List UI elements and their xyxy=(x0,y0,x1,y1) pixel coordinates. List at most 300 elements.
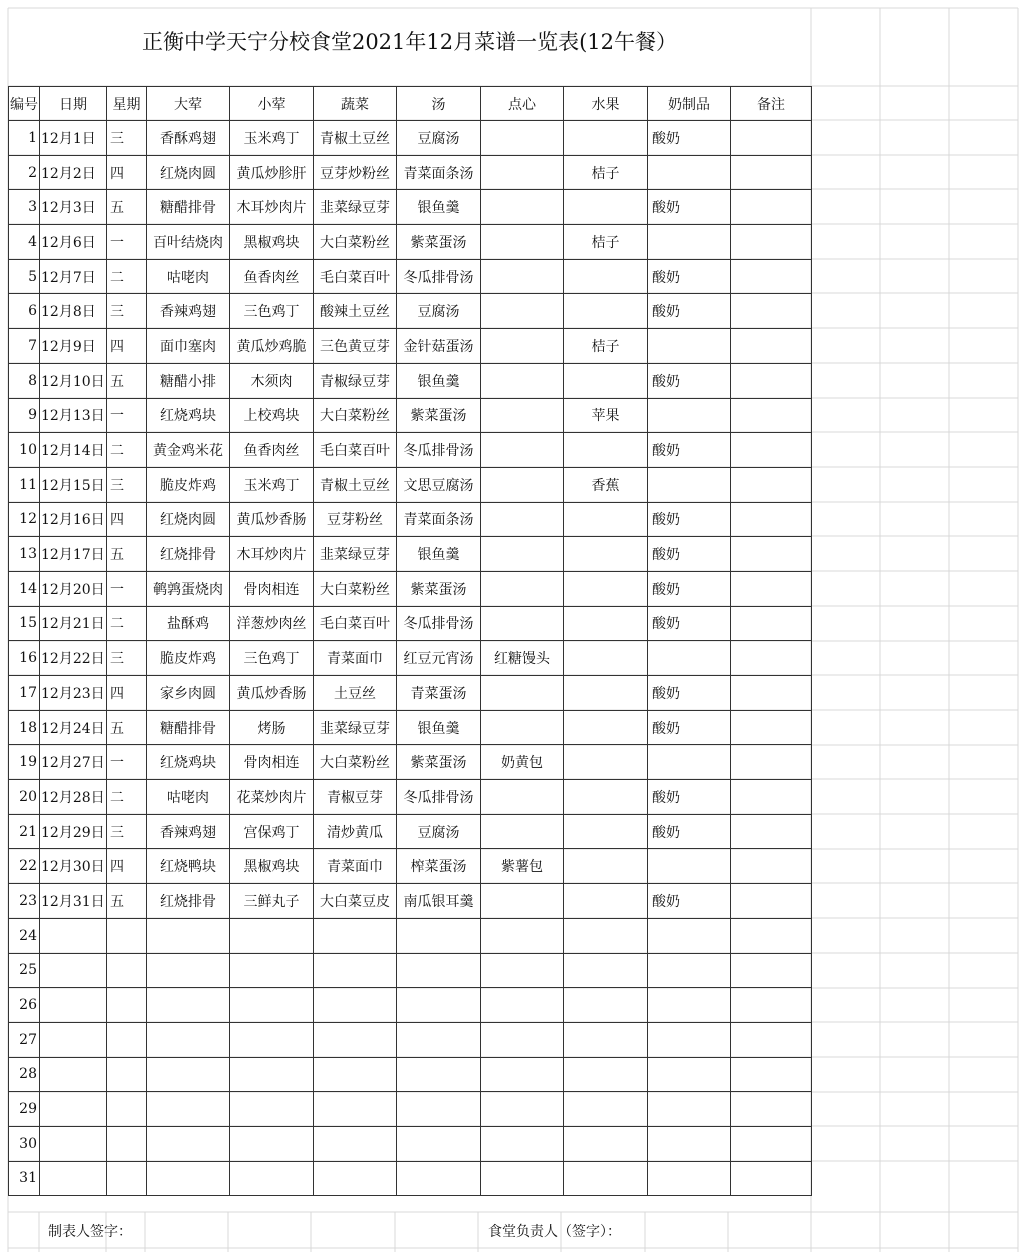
row-fruit xyxy=(564,1057,648,1092)
row-notes xyxy=(731,502,812,537)
row-snack xyxy=(481,398,564,433)
row-dairy: 酸奶 xyxy=(648,294,731,329)
row-date: 12月9日 xyxy=(40,329,107,364)
row-fruit xyxy=(564,190,648,225)
row-weekday xyxy=(107,953,147,988)
row-main-meat: 红烧排骨 xyxy=(147,537,230,572)
row-notes xyxy=(731,571,812,606)
row-id: 11 xyxy=(9,467,40,502)
row-weekday: 五 xyxy=(107,884,147,919)
row-weekday: 五 xyxy=(107,710,147,745)
table-row xyxy=(9,606,812,641)
header-main-meat: 大荤 xyxy=(147,87,230,121)
row-fruit xyxy=(564,259,648,294)
table-row xyxy=(9,918,812,953)
row-date: 12月16日 xyxy=(40,502,107,537)
row-weekday: 四 xyxy=(107,849,147,884)
table-row xyxy=(9,710,812,745)
row-fruit xyxy=(564,884,648,919)
row-id: 26 xyxy=(9,988,40,1023)
row-soup: 银鱼羹 xyxy=(397,190,481,225)
row-date: 12月31日 xyxy=(40,884,107,919)
row-fruit xyxy=(564,537,648,572)
row-fruit xyxy=(564,988,648,1023)
row-main-meat: 糖醋排骨 xyxy=(147,190,230,225)
row-id: 21 xyxy=(9,814,40,849)
row-main-meat: 红烧肉圆 xyxy=(147,155,230,190)
row-side-meat: 花菜炒肉片 xyxy=(230,780,314,815)
row-side-meat: 鱼香肉丝 xyxy=(230,433,314,468)
table-row xyxy=(9,814,812,849)
row-vegetable xyxy=(314,1126,397,1161)
row-side-meat xyxy=(230,953,314,988)
row-main-meat: 红烧鸭块 xyxy=(147,849,230,884)
row-date: 12月27日 xyxy=(40,745,107,780)
row-id: 18 xyxy=(9,710,40,745)
row-soup xyxy=(397,1022,481,1057)
row-weekday: 二 xyxy=(107,433,147,468)
table-row xyxy=(9,398,812,433)
row-id: 28 xyxy=(9,1057,40,1092)
row-vegetable xyxy=(314,1022,397,1057)
row-vegetable: 大白菜粉丝 xyxy=(314,398,397,433)
row-weekday: 三 xyxy=(107,641,147,676)
row-main-meat xyxy=(147,1161,230,1196)
page-title: 正衡中学天宁分校食堂2021年12月菜谱一览表(12午餐） xyxy=(141,30,678,54)
header-fruit: 水果 xyxy=(564,87,648,121)
row-snack xyxy=(481,155,564,190)
row-dairy xyxy=(648,467,731,502)
table-row xyxy=(9,329,812,364)
row-dairy xyxy=(648,745,731,780)
row-weekday: 五 xyxy=(107,190,147,225)
header-soup: 汤 xyxy=(397,87,481,121)
row-weekday xyxy=(107,1092,147,1127)
row-notes xyxy=(731,1092,812,1127)
row-side-meat xyxy=(230,1022,314,1057)
row-snack xyxy=(481,780,564,815)
row-vegetable: 青菜面巾 xyxy=(314,849,397,884)
table-row xyxy=(9,849,812,884)
row-weekday xyxy=(107,918,147,953)
row-soup: 紫菜蛋汤 xyxy=(397,398,481,433)
row-side-meat: 黄瓜炒香肠 xyxy=(230,502,314,537)
row-vegetable: 豆芽粉丝 xyxy=(314,502,397,537)
row-dairy: 酸奶 xyxy=(648,190,731,225)
row-weekday: 二 xyxy=(107,259,147,294)
row-vegetable: 韭菜绿豆芽 xyxy=(314,537,397,572)
row-date xyxy=(40,1092,107,1127)
row-snack xyxy=(481,606,564,641)
row-snack xyxy=(481,884,564,919)
row-side-meat: 洋葱炒肉丝 xyxy=(230,606,314,641)
header-side-meat: 小荤 xyxy=(230,87,314,121)
row-soup: 榨菜蛋汤 xyxy=(397,849,481,884)
row-main-meat: 红烧肉圆 xyxy=(147,502,230,537)
row-vegetable xyxy=(314,1092,397,1127)
row-vegetable: 大白菜豆皮 xyxy=(314,884,397,919)
row-vegetable xyxy=(314,988,397,1023)
row-snack xyxy=(481,1022,564,1057)
row-date: 12月13日 xyxy=(40,398,107,433)
row-side-meat: 木耳炒肉片 xyxy=(230,537,314,572)
row-fruit xyxy=(564,502,648,537)
row-dairy: 酸奶 xyxy=(648,884,731,919)
row-date: 12月29日 xyxy=(40,814,107,849)
row-vegetable xyxy=(314,1161,397,1196)
table-row xyxy=(9,294,812,329)
row-soup xyxy=(397,1092,481,1127)
row-main-meat: 红烧鸡块 xyxy=(147,745,230,780)
row-main-meat: 咕咾肉 xyxy=(147,259,230,294)
row-id: 19 xyxy=(9,745,40,780)
row-main-meat xyxy=(147,1092,230,1127)
row-soup xyxy=(397,1126,481,1161)
row-dairy: 酸奶 xyxy=(648,502,731,537)
row-vegetable: 青椒绿豆芽 xyxy=(314,363,397,398)
row-id: 3 xyxy=(9,190,40,225)
row-soup xyxy=(397,1057,481,1092)
row-id: 23 xyxy=(9,884,40,919)
row-notes xyxy=(731,155,812,190)
row-snack xyxy=(481,814,564,849)
row-side-meat xyxy=(230,1057,314,1092)
row-soup: 紫菜蛋汤 xyxy=(397,745,481,780)
row-side-meat: 黑椒鸡块 xyxy=(230,849,314,884)
row-weekday: 五 xyxy=(107,537,147,572)
row-main-meat: 家乡肉圆 xyxy=(147,676,230,711)
row-id: 13 xyxy=(9,537,40,572)
row-vegetable: 大白菜粉丝 xyxy=(314,745,397,780)
row-weekday xyxy=(107,988,147,1023)
row-soup: 红豆元宵汤 xyxy=(397,641,481,676)
row-vegetable: 清炒黄瓜 xyxy=(314,814,397,849)
row-notes xyxy=(731,398,812,433)
row-vegetable: 韭菜绿豆芽 xyxy=(314,190,397,225)
row-side-meat: 玉米鸡丁 xyxy=(230,121,314,156)
row-side-meat: 黑椒鸡块 xyxy=(230,225,314,260)
row-fruit xyxy=(564,814,648,849)
row-weekday: 一 xyxy=(107,571,147,606)
row-date: 12月2日 xyxy=(40,155,107,190)
row-main-meat: 盐酥鸡 xyxy=(147,606,230,641)
row-weekday: 三 xyxy=(107,814,147,849)
row-date: 12月24日 xyxy=(40,710,107,745)
row-soup: 南瓜银耳羹 xyxy=(397,884,481,919)
row-vegetable: 青椒土豆丝 xyxy=(314,467,397,502)
row-dairy xyxy=(648,329,731,364)
row-fruit: 桔子 xyxy=(564,155,648,190)
row-id: 12 xyxy=(9,502,40,537)
row-main-meat xyxy=(147,1022,230,1057)
row-notes xyxy=(731,121,812,156)
row-notes xyxy=(731,918,812,953)
row-fruit xyxy=(564,1092,648,1127)
row-main-meat: 红烧鸡块 xyxy=(147,398,230,433)
table-row xyxy=(9,363,812,398)
row-soup: 文思豆腐汤 xyxy=(397,467,481,502)
row-soup xyxy=(397,953,481,988)
row-side-meat: 黄瓜炒胗肝 xyxy=(230,155,314,190)
row-soup xyxy=(397,988,481,1023)
row-notes xyxy=(731,363,812,398)
row-date: 12月28日 xyxy=(40,780,107,815)
row-notes xyxy=(731,294,812,329)
header-dairy: 奶制品 xyxy=(648,87,731,121)
row-dairy: 酸奶 xyxy=(648,814,731,849)
row-id: 30 xyxy=(9,1126,40,1161)
row-main-meat xyxy=(147,918,230,953)
row-dairy: 酸奶 xyxy=(648,433,731,468)
table-row xyxy=(9,1161,812,1196)
row-fruit xyxy=(564,571,648,606)
table-row xyxy=(9,1092,812,1127)
row-notes xyxy=(731,1022,812,1057)
table-row xyxy=(9,259,812,294)
row-notes xyxy=(731,606,812,641)
canteen-signature-label: 食堂负责人（签字）： xyxy=(488,1224,621,1240)
row-date: 12月23日 xyxy=(40,676,107,711)
row-weekday: 四 xyxy=(107,155,147,190)
header-notes: 备注 xyxy=(731,87,812,121)
row-fruit xyxy=(564,121,648,156)
header-id: 编号 xyxy=(9,87,40,121)
row-vegetable: 青椒豆芽 xyxy=(314,780,397,815)
row-side-meat: 三鲜丸子 xyxy=(230,884,314,919)
row-vegetable: 毛白菜百叶 xyxy=(314,259,397,294)
header-weekday: 星期 xyxy=(107,87,147,121)
row-main-meat: 脆皮炸鸡 xyxy=(147,467,230,502)
row-snack xyxy=(481,1057,564,1092)
row-soup: 豆腐汤 xyxy=(397,294,481,329)
table-row xyxy=(9,225,812,260)
row-snack: 奶黄包 xyxy=(481,745,564,780)
row-notes xyxy=(731,1126,812,1161)
row-notes xyxy=(731,537,812,572)
row-main-meat xyxy=(147,1126,230,1161)
row-vegetable: 大白菜粉丝 xyxy=(314,225,397,260)
row-id: 4 xyxy=(9,225,40,260)
row-soup: 银鱼羹 xyxy=(397,710,481,745)
row-main-meat: 糖醋排骨 xyxy=(147,710,230,745)
row-notes xyxy=(731,433,812,468)
row-date: 12月1日 xyxy=(40,121,107,156)
row-weekday: 三 xyxy=(107,294,147,329)
table-row xyxy=(9,780,812,815)
row-dairy: 酸奶 xyxy=(648,121,731,156)
row-vegetable xyxy=(314,953,397,988)
row-fruit: 桔子 xyxy=(564,329,648,364)
table-row xyxy=(9,190,812,225)
row-vegetable: 青菜面巾 xyxy=(314,641,397,676)
row-date: 12月3日 xyxy=(40,190,107,225)
row-notes xyxy=(731,1161,812,1196)
row-side-meat: 木耳炒肉片 xyxy=(230,190,314,225)
table-row xyxy=(9,1022,812,1057)
row-soup: 豆腐汤 xyxy=(397,814,481,849)
row-notes xyxy=(731,467,812,502)
row-snack xyxy=(481,710,564,745)
row-main-meat: 糖醋小排 xyxy=(147,363,230,398)
row-snack xyxy=(481,225,564,260)
row-side-meat: 上校鸡块 xyxy=(230,398,314,433)
row-weekday: 三 xyxy=(107,121,147,156)
row-id: 8 xyxy=(9,363,40,398)
row-side-meat: 鱼香肉丝 xyxy=(230,259,314,294)
row-weekday xyxy=(107,1022,147,1057)
row-weekday: 一 xyxy=(107,745,147,780)
row-notes xyxy=(731,710,812,745)
row-snack xyxy=(481,259,564,294)
row-notes xyxy=(731,1057,812,1092)
row-snack xyxy=(481,1161,564,1196)
row-id: 15 xyxy=(9,606,40,641)
row-fruit xyxy=(564,606,648,641)
row-id: 24 xyxy=(9,918,40,953)
row-weekday: 三 xyxy=(107,467,147,502)
row-date xyxy=(40,918,107,953)
row-soup: 冬瓜排骨汤 xyxy=(397,259,481,294)
row-dairy xyxy=(648,918,731,953)
row-weekday: 二 xyxy=(107,780,147,815)
row-snack xyxy=(481,918,564,953)
table-row xyxy=(9,537,812,572)
row-side-meat: 三色鸡丁 xyxy=(230,294,314,329)
row-side-meat: 黄瓜炒香肠 xyxy=(230,676,314,711)
row-soup: 银鱼羹 xyxy=(397,363,481,398)
row-id: 22 xyxy=(9,849,40,884)
row-fruit xyxy=(564,1161,648,1196)
row-soup: 冬瓜排骨汤 xyxy=(397,433,481,468)
row-dairy xyxy=(648,155,731,190)
row-weekday xyxy=(107,1057,147,1092)
table-row xyxy=(9,884,812,919)
row-id: 20 xyxy=(9,780,40,815)
row-main-meat: 香辣鸡翅 xyxy=(147,814,230,849)
row-notes xyxy=(731,329,812,364)
row-vegetable: 大白菜粉丝 xyxy=(314,571,397,606)
row-id: 14 xyxy=(9,571,40,606)
row-date: 12月21日 xyxy=(40,606,107,641)
row-notes xyxy=(731,676,812,711)
row-side-meat: 骨肉相连 xyxy=(230,571,314,606)
row-id: 27 xyxy=(9,1022,40,1057)
row-snack: 紫薯包 xyxy=(481,849,564,884)
row-dairy xyxy=(648,1161,731,1196)
row-dairy: 酸奶 xyxy=(648,537,731,572)
row-main-meat: 面巾塞肉 xyxy=(147,329,230,364)
row-notes xyxy=(731,780,812,815)
row-fruit xyxy=(564,953,648,988)
row-side-meat xyxy=(230,1092,314,1127)
table-row xyxy=(9,953,812,988)
row-vegetable: 毛白菜百叶 xyxy=(314,606,397,641)
row-notes xyxy=(731,814,812,849)
row-notes xyxy=(731,884,812,919)
row-date xyxy=(40,1057,107,1092)
row-fruit xyxy=(564,710,648,745)
row-dairy xyxy=(648,988,731,1023)
row-dairy xyxy=(648,1022,731,1057)
row-weekday: 四 xyxy=(107,329,147,364)
row-fruit xyxy=(564,918,648,953)
row-weekday: 一 xyxy=(107,225,147,260)
row-soup: 豆腐汤 xyxy=(397,121,481,156)
row-side-meat xyxy=(230,1126,314,1161)
table-row xyxy=(9,745,812,780)
row-date: 12月17日 xyxy=(40,537,107,572)
row-dairy: 酸奶 xyxy=(648,676,731,711)
row-side-meat: 玉米鸡丁 xyxy=(230,467,314,502)
row-date: 12月7日 xyxy=(40,259,107,294)
row-side-meat xyxy=(230,918,314,953)
row-side-meat xyxy=(230,1161,314,1196)
row-notes xyxy=(731,641,812,676)
table-row xyxy=(9,467,812,502)
row-snack xyxy=(481,190,564,225)
row-weekday: 二 xyxy=(107,606,147,641)
row-vegetable: 毛白菜百叶 xyxy=(314,433,397,468)
row-id: 25 xyxy=(9,953,40,988)
row-snack xyxy=(481,537,564,572)
row-snack xyxy=(481,363,564,398)
row-fruit xyxy=(564,1126,648,1161)
row-id: 9 xyxy=(9,398,40,433)
row-side-meat xyxy=(230,988,314,1023)
row-main-meat: 咕咾肉 xyxy=(147,780,230,815)
row-vegetable xyxy=(314,1057,397,1092)
row-date: 12月14日 xyxy=(40,433,107,468)
row-main-meat: 鹌鹑蛋烧肉 xyxy=(147,571,230,606)
row-notes xyxy=(731,988,812,1023)
row-weekday: 四 xyxy=(107,502,147,537)
row-fruit xyxy=(564,641,648,676)
row-id: 2 xyxy=(9,155,40,190)
row-dairy xyxy=(648,849,731,884)
row-snack xyxy=(481,988,564,1023)
row-vegetable: 青椒土豆丝 xyxy=(314,121,397,156)
row-fruit xyxy=(564,363,648,398)
row-id: 6 xyxy=(9,294,40,329)
row-side-meat: 烤肠 xyxy=(230,710,314,745)
row-dairy: 酸奶 xyxy=(648,259,731,294)
row-id: 5 xyxy=(9,259,40,294)
row-dairy: 酸奶 xyxy=(648,363,731,398)
row-notes xyxy=(731,225,812,260)
row-date: 12月6日 xyxy=(40,225,107,260)
row-soup: 冬瓜排骨汤 xyxy=(397,780,481,815)
row-dairy: 酸奶 xyxy=(648,710,731,745)
row-date xyxy=(40,1022,107,1057)
row-snack xyxy=(481,329,564,364)
row-id: 16 xyxy=(9,641,40,676)
row-soup: 青菜面条汤 xyxy=(397,155,481,190)
maker-signature-label: 制表人签字： xyxy=(48,1224,132,1240)
row-main-meat: 黄金鸡米花 xyxy=(147,433,230,468)
table-row xyxy=(9,433,812,468)
row-date: 12月15日 xyxy=(40,467,107,502)
row-vegetable: 三色黄豆芽 xyxy=(314,329,397,364)
row-side-meat: 宫保鸡丁 xyxy=(230,814,314,849)
row-snack xyxy=(481,433,564,468)
header-snack: 点心 xyxy=(481,87,564,121)
row-snack xyxy=(481,676,564,711)
row-main-meat: 脆皮炸鸡 xyxy=(147,641,230,676)
row-snack xyxy=(481,467,564,502)
row-fruit: 苹果 xyxy=(564,398,648,433)
row-dairy xyxy=(648,1092,731,1127)
row-soup xyxy=(397,918,481,953)
